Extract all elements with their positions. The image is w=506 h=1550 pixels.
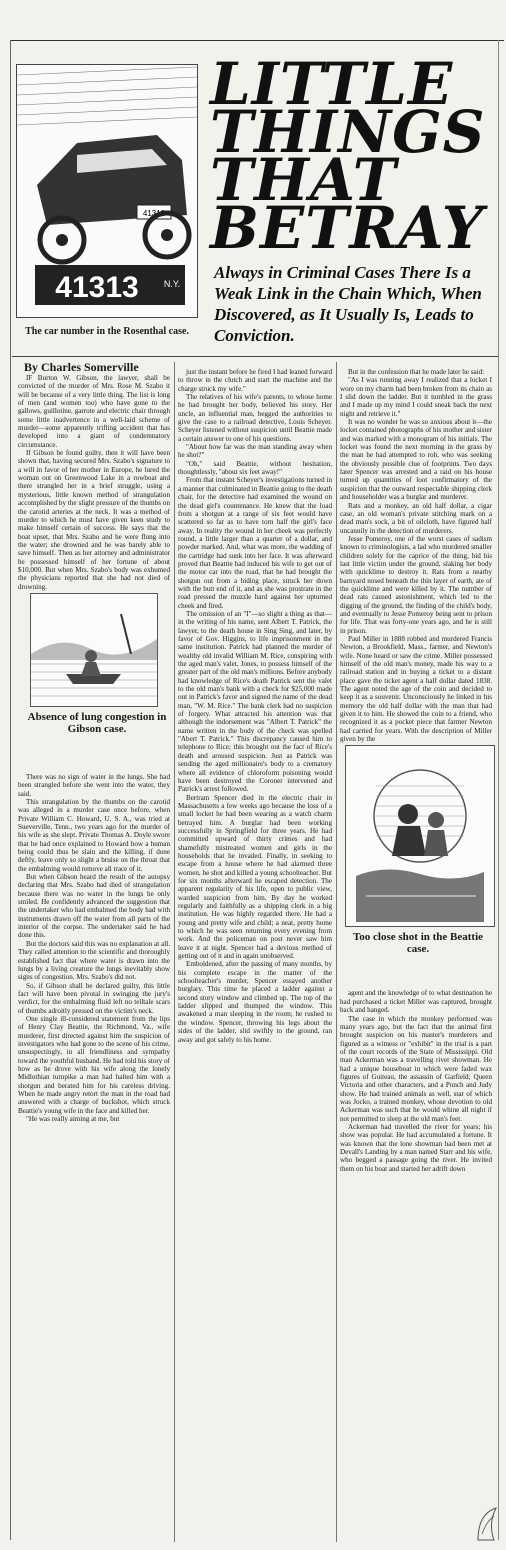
monkey-caption: Too close shot in the Beattie case. [352,931,484,956]
car-caption: The car number in the Rosenthal case. [25,326,189,337]
paragraph: Bertram Spencer died in the electric chair in Massachusetts a few weeks ago because the loss of a small locket he had been wearing as a watch charm betrayed him. A burglar had been working successfully in Springfield for three years. He had committed upward of thirty crimes and had shamefully mistreated women and girls in the households that he invaded. Finally, in seeking to escape from a house where he had alarmed three women, he shot and killed a young schoolteacher. But for six months afterward he escaped detection. The apparent regularity of his life, open to public view, warded suspicion from him. By day he worked regularly and faithfully as a shipping clerk in a big institution. He was highly regarded there. He had a young and pretty wife and child; a neat, pretty home to which he was seen returning every evening from work. And the policeman on post never saw him leave it at night. Spencer had a devious method of getting out of it and in again unobserved. [178,793,332,961]
paragraph: Rats and a monkey, an old half dollar, a cigar case, an old woman's private stitching mark on a dead man's sock, a bit of oilcloth, have figured half uncannily in the detection of murderers. [340,501,492,535]
car-illustration [16,64,198,318]
lake-illustration [30,593,158,707]
article-column-1 [18,374,170,1542]
column-rule-2 [336,362,337,1542]
headline-line-4: BETRAY [210,194,485,262]
headline [210,50,500,262]
paragraph: "As I was running away I realized that a locket I wore on my charm had been broken from its chain as I slid down the ladder. But it tumbled in the grass and I made up my mind I could sneak back the next night and retrieve it." [340,376,492,418]
car-drawing [17,65,197,317]
paragraph: just the instant before he fired I had leaned forward to throw in the clutch and start the machine and the charge struck my wife." [178,368,332,393]
headline-line-2: THINGS [210,98,486,166]
paragraph: One single ill-considered statement from the lips of Henry Clay Beattie, the Richmond, Va., wife murderer, first directed against him the suspicion of investigators who had gone to the scene of his crime, unsuspectingly, in all friendliness and sympathy toward the youthful husband. He had told his story of how as he drove with his wife along the lonely Midlothian turnpike a man had halted him with a shotgun and berated him for his careless driving. When he made angry retort the man in the road had answered with a charge of buckshot, which struck Beattie's young wife in the face and killed her. [18,1014,170,1115]
paragraph: There was no sign of water in the lungs. She had been strangled before she went into the water, they said. [18,772,170,798]
paragraph: The relatives of his wife's parents, to whose home he had brought her body, believed his story. Her uncle, an influential man, begged the authorities to give the case to a railroad detective, Louis Scheyer. Scheyer listened without suspicion until Beattie made a certain answer to one of his questions. [178,393,332,443]
section-rule [12,356,498,357]
column-rule-1 [174,362,175,1542]
paragraph: The case in which the monkey performed was many years ago, but the fact that the animal first brought suspicion on his master's murderers and figured as a witness or "exhibit" in the trial is a part of the court records of the State of Mississippi. Old man Ackerman was a travelling river showman. He had a unique houseboat in which were faded wax figures of Guiteau, the assassin of Garfield; Queen Victoria and other characters, and a Punch and Judy show. He had trained animals as well, star of which was Jocko, a trained monkey, whose devotion to old Ackerman was such that he would whine all night if not permitted to sleep at the old man's feet. [340,1014,492,1123]
subheadline: Always in Criminal Cases There Is a Weak Link in the Chain Which, When Discovered, as It Usually Is, Leads to Conviction. [214,263,482,345]
paragraph: "Oh," said Beattie, without hesitation, thoughtlessly, "about six feet away!" [178,459,332,477]
paragraph: The omission of an "I"—so slight a thing as that—in the writing of his name, sent Albert T. Patrick, the lawyer, to the death house in Sing Sing, and later, by favor of Gov. Higgins, to life imprisonment in the same institution. Patrick had planned the murder of wealthy old invalid William M. Rice, conspiring with the aged man's valet, Jones, to possess himself of the greater part of the old man's millions. Before anybody had knowledge of Rice's death Patrick sent the valet to the old man's bank with a check for $25,000 made out in Patrick's favor and signed the name of the dead man, "W. M. Rice." The bank clerk had no suspicion of forgery. What attracted his attention was that although the indorsement was "Albert T. Patrick" the name written in the body of the check was spelled "Abert T. Patrick." This discrepancy caused him to telephone to Rice; this brought out the fact of Rice's death and aroused suspicion. Just as Patrick was sending the aged millionaire's body to a crematory where all evidence of chloroform poisoning would have been destroyed the Coroner intervened and Patrick's arrest followed. [178,609,332,794]
paragraph: agent and the knowledge of to what destination he had purchased a ticket Miller was captured, brought back and hanged. [340,989,492,1015]
monkey-drawing [346,746,494,926]
paragraph: "About how far was the man standing away when he shot?" [178,443,332,460]
monkey-illustration [345,745,495,927]
paragraph: But when Gibson heard the result of the autopsy declaring that Mrs. Szabo had died of strangulation because there was no water in the lungs he only smiled. He confidently advanced the suggestion that the undertaker who had embalmed the body had with instruments drawn off the water from all parts of the interior of the corpse. The undertaker said he had done this. [18,873,170,940]
paragraph: So, if Gibson shall be declared guilty, this little fact will have been pivotal in swinging the jury's verdict, for the embalming fluid left no telltale scars of thumbs adroitly pressed on the victim's neck. [18,981,170,1015]
paragraph: Ackerman had travelled the river for years; his show was popular. He had accumulated a fortune. It was known that the lone showman had been met at Devall's Landing by a man named Starr and his wife, who begged a passage going the river. He invited them on his boat and started her adrift down [340,1122,492,1173]
paragraph: If Gibson be found guilty, then it will have been shown that, having secured Mrs. Szabo's signature to a will in favor of her mother in Europe, he lured the woman out on Greenwood Lake in a rowboat and there strangled her in a brief struggle, using a mysterious, little known method of strangulation accomplished by the slight pressure of the thumbs on the carotid arteries at the neck. It was a method of murder to which he must have given keen study to make himself certain of success. He says that the boat upset, that Mrs. Szabo and he were flung into the water; she drowned and he was barely able to save himself. Then as her attorney and administrator he possessed himself of her fortune of about $10,000. But when Mrs. Szabo's body was exhumed the physicians reported that she had not died of drowning. [18,449,170,591]
paragraph: IF Burton W. Gibson, the lawyer, shall be convicted of the murder of Mrs. Rose M. Szabo it will be because of a very little thing. The list is long of men (and women too) who have gone to the gallows, guillotine, garrote and electric chair through some little inadvertence in a well-laid scheme of murder—some apparently trifling accident that has developed into a giant of condemnatory circumstance. [18,374,170,449]
paragraph: Jesse Pomeroy, one of the worst cases of sadism known to criminologists, a lad who murdered smaller children solely for the caprice of the thing, hid his last little victim under the ground, slaking her body with quicklime to destroy it. Rats from a nearby barnyard nosed beneath the thin layer of earth, ate of the quicklime and were killed by it. The number of dead rats caused astonishment, which led to the digging of the ground, the finding of the child's body, and eventually to Jesse Pomeroy being sent to prison for life. That was forty-one years ago, and he is still in prison. [340,534,492,635]
lake-drawing [31,594,157,706]
paragraph: But in the confession that he made later he said: [348,368,485,376]
paragraph: "He was really aiming at me, but [26,1115,120,1124]
paragraph: This strangulation by the thumbs on the carotid was alleged in a murder case once before, when Private William C. Howard, U. S. A., was tried at Sueverville, Tenn., two years ago for the murder of his wife as she slept. Private Thomas A. Doyle swore that he had once explained to Howard how a human being could thus be slain and the killing, if done deftly, leave only so slight a bruise on the throat that the embalming would remove all trace of it. [18,797,170,873]
top-rule [10,40,504,47]
paragraph: It was no wonder he was so anxious about it—the locket contained photographs of his mother and sister and was marked with a monogram of his initials. The locket was found the next morning in the grass by the man he had attempted to rob, who was seeking the obviously possible clue of footprints. Two days later Spencer was arrested and a raid on his house turned up quantities of loot confirmatory of the suspicion that the outward respectable shipping clerk and householder was a burglar and murderer. [340,418,492,502]
byline: By Charles Somerville [24,360,139,374]
headline-line-1: LITTLE [210,50,454,118]
ornament-icon [474,1504,500,1544]
left-border [10,40,11,1540]
lungs-caption: Absence of lung congestion in Gibson case. [27,710,167,735]
paragraph: From that instant Scheyer's investigations turned in a manner that culminated in Beattie going to the death chair, for the detective had examined the wound on the dead girl's countenance. He knew that the load from a shotgun at a range of six feet would have scattered so far as to have torn half the girl's face away. In reality the wound in her cheek was perfectly round, a little larger than a quarter of a dollar, and powder marked. And, what was more, the wadding of the cartridge had sunk into her face. It was afterward proved that Beattie had induced his wife to get out of the motor car into the road, that he had brought the shotgun out from a hiding place, struck her down with the butt end of it, and as she was prostrate in the road pressed the muzzle hard against her upturned cheek and fired. [178,476,332,610]
article-column-2 [178,368,332,1542]
headline-line-3: THAT [210,146,397,214]
paragraph: Emboldened, after the passing of many months, by his complete escape in the matter of the schoolteacher's murder, Spencer essayed another burglary. This time he placed a ladder against a second story window and climbed up. The top of the ladder slipped and thumped the window. This awakened a man sleeping in the room; he rushed to the window. Spencer, throwing his legs about the sides of the ladder, slid swiftly to the ground, ran away and got safely to his home. [178,960,332,1044]
big-plate-text: 41313 [55,271,139,304]
small-plate-text: 41313 [142,209,166,218]
plate-suffix-text: N.Y. [163,279,181,289]
paragraph: But the doctors said this was no explanation at all. They called attention to the scientific and thoroughly established fact that where water is drawn into the lungs by a living creature the lungs inevitably show signs of congestion. Mrs. Szabo's did not. [18,939,170,982]
paragraph: Paul Miller in 1888 robbed and murdered Francis Newton, a Brookfield, Mass., farmer, and Newton's wife. None heard or saw the crime. Miller possessed himself of the old man's money, made his way to a railroad station and in buying a ticket to a distant place gave the ticket agent a half dollar dated 1838. The agent noted the age of the coin and decided to keep it as a souvenir. Unconsciously he linked in his memory the old half dollar with the man that had given it to him. He showed the coin to a friend, who recognized it as a pocket piece that farmer Newton had carried for years. With the description of Miller given by the [340,635,492,744]
